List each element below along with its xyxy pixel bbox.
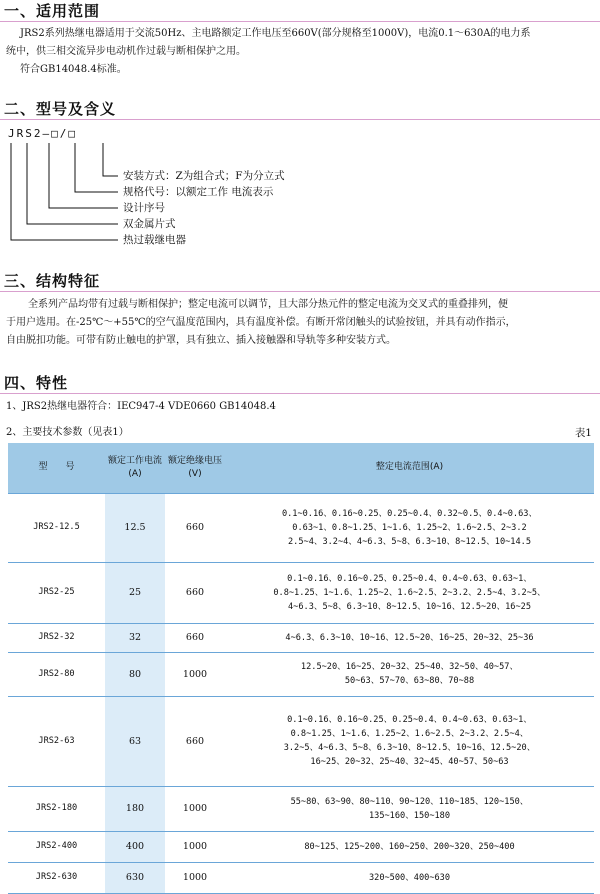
range-line: 0.1~0.16、0.16~0.25、0.25~0.4、0.32~0.5、0.4~0.63、	[281, 508, 538, 519]
cell-range	[225, 786, 594, 831]
scope-line-1: JRS2系列热继电器适用于交流50Hz、主电路额定工作电压至660V(部分规格至1000V)，电流0.1～630A的电力系	[20, 28, 531, 39]
cell-model: JRS2-25	[8, 562, 105, 623]
cell-range	[225, 652, 594, 696]
range-line: 16~25、20~32、25~40、32~45、40~57、50~63	[310, 757, 509, 767]
range-line: 0.63~1、0.8~1.25、1~1.6、1.25~2、1.6~2.5、2~3.2	[292, 522, 527, 533]
header-current: 额定工作电流(A)	[105, 443, 165, 493]
spec-table	[8, 443, 594, 894]
cell-range	[225, 862, 594, 893]
range-line: 12.5~20、16~25、20~32、25~40、32~50、40~57、	[300, 662, 519, 672]
cell-range	[225, 623, 594, 652]
table-row	[8, 696, 594, 786]
structure-paragraph	[6, 296, 592, 350]
table-row	[8, 862, 594, 893]
cell-voltage: 660	[165, 623, 225, 652]
cell-range	[225, 562, 594, 623]
bracket-line-bimetal	[27, 143, 118, 224]
cell-range	[225, 696, 594, 786]
model-label-relay: 热过载继电器	[123, 234, 186, 246]
table-row	[8, 831, 594, 862]
table-row	[8, 562, 594, 623]
table-label: 表1	[574, 427, 592, 439]
section-rule	[0, 291, 600, 292]
cell-voltage: 660	[165, 562, 225, 623]
model-code: JRS2—□/□	[8, 127, 77, 140]
model-bracket-diagram	[0, 0, 600, 260]
range-line: 0.1~0.16、0.16~0.25、0.25~0.4、0.4~0.63、0.63~1、	[287, 573, 532, 584]
range-line: 80~125、125~200、160~250、200~320、250~400	[304, 841, 515, 852]
scope-line-3: 符合GB14048.4标准。	[20, 64, 127, 75]
header-range: 整定电流范围(A)	[225, 443, 594, 493]
range-line: 4~6.3、5~8、6.3~10、8~12.5、10~16、12.5~20、16~25	[288, 601, 531, 612]
range-line: 0.8~1.25、1~1.6、1.25~2、1.6~2.5、2~3.2、2.5~4、	[290, 729, 529, 739]
cell-voltage: 1000	[165, 862, 225, 893]
cell-model: JRS2-180	[8, 786, 105, 831]
range-line: 2.5~4、3.2~4、4~6.3、5~8、6.3~10、8~12.5、10~14.5	[288, 536, 531, 547]
model-label-spec: 规格代号：以额定工作 电流表示	[123, 186, 274, 198]
range-line: 3.2~5、4~6.3、5~8、6.3~10、8~12.5、10~16、12.5~20、	[283, 743, 536, 753]
cell-current: 63	[105, 696, 165, 786]
cell-voltage: 1000	[165, 786, 225, 831]
structure-line-1: 全系列产品均带有过载与断相保护；整定电流可以调节，且大部分热元件的整定电流为交叉式的重叠排列，便	[28, 299, 508, 310]
range-line: 320~500、400~630	[368, 872, 451, 883]
model-label-install: 安装方式：Z为组合式；F为分立式	[123, 170, 285, 182]
cell-model: JRS2-32	[8, 623, 105, 652]
scope-line-2: 统中，供三相交流异步电动机作过载与断相保护之用。	[6, 46, 246, 57]
section-title-scope: 一、适用范围	[4, 2, 101, 20]
structure-line-2: 于用户选用。在-25℃～+55℃的空气温度范围内，具有温度补偿。有断开常闭触头的试验按钮，并具有动作指示，	[6, 317, 516, 328]
cell-current: 180	[105, 786, 165, 831]
cell-voltage: 660	[165, 696, 225, 786]
model-label-bimetal: 双金属片式	[123, 218, 176, 230]
range-line: 0.8~1.25、1~1.6、1.25~2、1.6~2.5、2~3.2、2.5~4、3.2~5、	[273, 587, 546, 598]
table-row	[8, 786, 594, 831]
table-row	[8, 652, 594, 696]
range-line: 50~63、57~70、63~80、70~88	[344, 676, 475, 686]
characteristics-item-1: 1、JRS2热继电器符合：IEC947-4 VDE0660 GB14048.4	[6, 401, 276, 412]
cell-range	[225, 493, 594, 562]
cell-range	[225, 831, 594, 862]
section-title-model: 二、型号及含义	[4, 100, 117, 118]
cell-voltage: 1000	[165, 831, 225, 862]
range-line: 0.1~0.16、0.16~0.25、0.25~0.4、0.4~0.63、0.63~1、	[287, 715, 532, 725]
cell-current: 32	[105, 623, 165, 652]
structure-line-3: 自由脱扣功能。可带有防止触电的护罩，具有独立、插入接触器和导轨等多种安装方式。	[6, 335, 396, 346]
cell-model: JRS2-12.5	[8, 493, 105, 562]
model-label-design: 设计序号	[123, 202, 165, 214]
cell-model: JRS2-63	[8, 696, 105, 786]
bracket-line-spec	[75, 143, 118, 192]
cell-current: 80	[105, 652, 165, 696]
cell-current: 400	[105, 831, 165, 862]
cell-current: 25	[105, 562, 165, 623]
range-line: 135~160、150~180	[368, 810, 451, 821]
bracket-line-install	[103, 143, 118, 176]
section-title-structure: 三、结构特征	[4, 272, 101, 290]
cell-model: JRS2-630	[8, 862, 105, 893]
cell-voltage: 660	[165, 493, 225, 562]
range-line: 4~6.3、6.3~10、10~16、12.5~20、16~25、20~32、25~36	[285, 632, 534, 643]
section-rule	[0, 393, 600, 394]
range-line: 55~80、63~90、80~110、90~120、110~185、120~150、	[290, 796, 529, 807]
header-model: 型 号	[8, 443, 105, 493]
table-row	[8, 493, 594, 562]
table-row	[8, 623, 594, 652]
cell-current: 12.5	[105, 493, 165, 562]
cell-model: JRS2-80	[8, 652, 105, 696]
cell-model: JRS2-400	[8, 831, 105, 862]
table-header-row	[8, 443, 594, 493]
cell-current: 630	[105, 862, 165, 893]
characteristics-item-2: 2、主要技术参数（见表1）	[6, 427, 129, 438]
header-voltage: 额定绝缘电压(V)	[165, 443, 225, 493]
section-title-characteristics: 四、特性	[4, 374, 69, 392]
cell-voltage: 1000	[165, 652, 225, 696]
